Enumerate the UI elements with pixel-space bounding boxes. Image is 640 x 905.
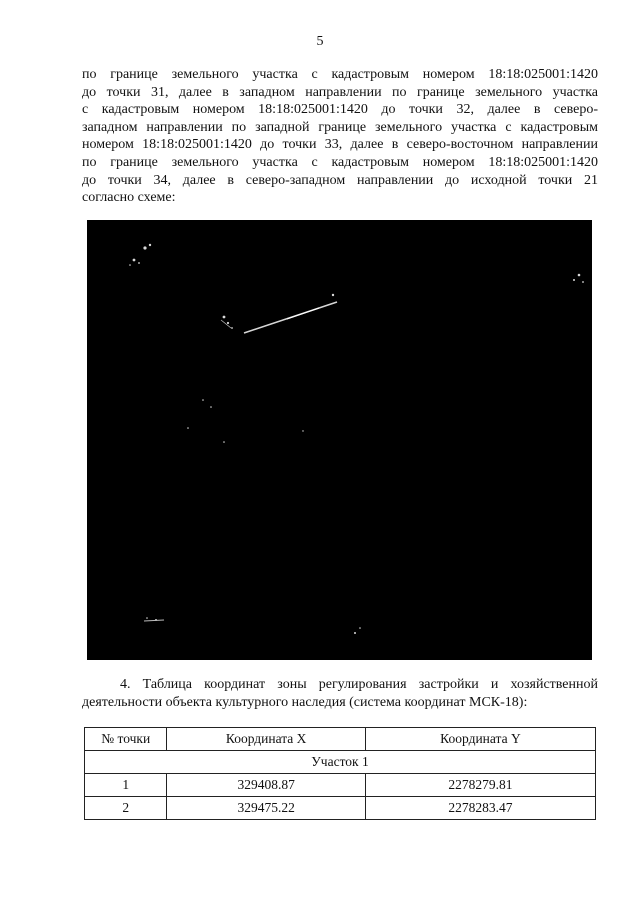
paragraph-line: номером 18:18:025001:1420 до точки 33, далее в северо-восточном направлении [82,137,598,153]
section-heading-line: 4. Таблица координат зоны регулирования застройки и хозяйственной [120,677,598,692]
scheme-scan-image [87,220,592,660]
coordinates-table [84,727,596,820]
paragraph-line: по границе земельного участка с кадастровым номером 18:18:025001:1420 [82,154,598,170]
section-heading-line: деятельности объекта культурного наследия (система координат МСК-18): [82,695,528,710]
header-coordinate-x: Координата X [167,728,365,751]
paragraph-line: по границе земельного участка с кадастровым номером 18:18:025001:1420 [82,67,598,82]
group-label: Участок 1 [85,751,596,774]
table-row [85,797,596,820]
boundary-description-paragraph [82,66,598,207]
cell-point-number: 1 [85,774,167,797]
paragraph-line: с кадастровым номером 18:18:025001:1420 до точки 32, далее в северо- [82,102,598,118]
cell-coordinate-y: 2278283.47 [365,797,595,820]
paragraph-line: до точки 34, далее в северо-западном направлении до исходной точки 21 [82,172,598,188]
header-coordinate-y: Координата Y [365,728,595,751]
cell-point-number: 2 [85,797,167,820]
header-point-number: № точки [85,728,167,751]
table-group-row [85,751,596,774]
table-row [85,774,596,797]
table-header-row [85,728,596,751]
paragraph-line: западном направлении по западной границе земельного участка с кадастровым [82,119,598,135]
cell-coordinate-x: 329408.87 [167,774,365,797]
section-4-heading [82,676,598,712]
cell-coordinate-y: 2278279.81 [365,774,595,797]
cell-coordinate-x: 329475.22 [167,797,365,820]
paragraph-line: до точки 31, далее в западном направлении по границе земельного участка [82,84,598,100]
scheme-scan-artifacts [87,220,592,660]
paragraph-line: согласно схеме: [82,190,176,206]
page-number: 5 [316,34,324,49]
